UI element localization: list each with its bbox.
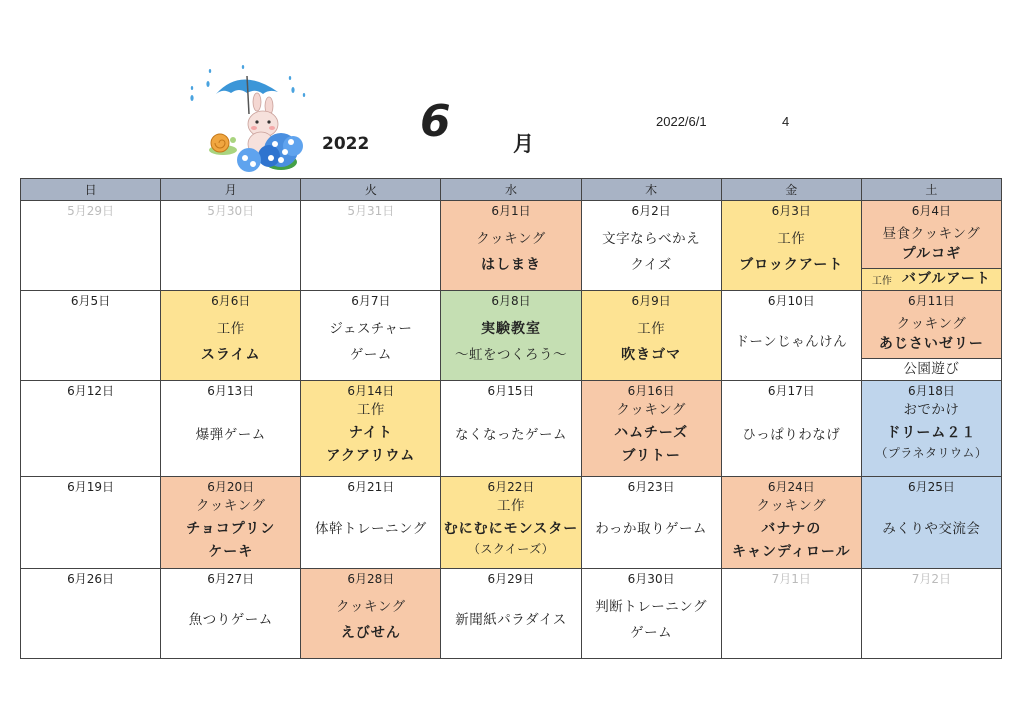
activity-title: ドリーム２１ (886, 425, 977, 441)
rabbit-umbrella-illustration (183, 62, 308, 180)
day-date: 6月19日 (67, 480, 115, 494)
activity-title: はしまき (480, 257, 541, 273)
day-date: 6月13日 (207, 384, 255, 398)
calendar-day-cell (721, 381, 861, 477)
calendar-day-cell (861, 381, 1001, 477)
calendar-day-cell (301, 201, 441, 291)
activity-text: 体幹トレーニング (314, 521, 427, 537)
calendar-day-cell (21, 381, 161, 477)
calendar-day-cell (861, 291, 1001, 381)
calendar-day-cell (301, 477, 441, 569)
day-date: 6月1日 (491, 204, 531, 218)
activity-title: ナイト (348, 425, 393, 441)
day-date: 6月21日 (347, 480, 395, 494)
activity-text: クイズ (630, 257, 672, 273)
secondary-activity-title: バブルアート (901, 271, 991, 287)
day-date: 6月4日 (911, 204, 952, 218)
day-date: 6月5日 (70, 294, 111, 308)
calendar-week-row (21, 201, 1002, 291)
calendar-week-row (21, 569, 1002, 659)
calendar-day-cell (441, 291, 581, 381)
calendar-day-cell (861, 477, 1001, 569)
calendar-day-cell (161, 381, 301, 477)
calendar-week-row (21, 477, 1002, 569)
activity-text: わっか取りゲーム (595, 521, 708, 537)
calendar-week-row (21, 381, 1002, 477)
activity-title: スライム (200, 347, 261, 363)
calendar-day-cell (441, 477, 581, 569)
day-date: 7月2日 (911, 572, 952, 586)
calendar-day-cell (581, 381, 721, 477)
activity-text: 魚つりゲーム (188, 612, 273, 628)
day-date: 6月26日 (67, 572, 115, 586)
weekday-header: 土 (861, 179, 1001, 201)
calendar-day-cell (721, 291, 861, 381)
activity-title: 実験教室 (480, 321, 541, 337)
activity-category: 工作 (871, 276, 892, 287)
calendar-month-label: 月 (513, 132, 534, 156)
weekday-header: 火 (301, 179, 441, 201)
day-date: 6月14日 (347, 384, 395, 398)
calendar-day-cell (21, 477, 161, 569)
calendar-day-cell (441, 201, 581, 291)
day-date: 5月30日 (207, 204, 255, 218)
day-date: 6月29日 (487, 572, 535, 586)
activity-title: プルコギ (901, 245, 962, 262)
calendar-year: 2022 (322, 134, 370, 154)
activity-title: あじさいゼリー (878, 335, 984, 352)
secondary-activity (862, 268, 1001, 290)
day-date: 6月18日 (907, 384, 955, 398)
activity-text: ゲーム (349, 347, 392, 363)
calendar-week-row (21, 291, 1002, 381)
day-date: 6月25日 (907, 480, 955, 494)
calendar-day-cell (581, 477, 721, 569)
activity-text: 工作 (356, 402, 385, 418)
activity-text: （スクイーズ） (467, 542, 555, 556)
day-date: 6月16日 (627, 384, 675, 398)
calendar-day-cell (861, 201, 1001, 291)
day-date: 6月8日 (491, 294, 531, 308)
activity-text: ～虹をつくろう～ (454, 347, 567, 363)
day-date: 7月1日 (771, 572, 811, 586)
hydrangea-icon (237, 133, 303, 172)
activity-text: 判断トレーニング (595, 599, 707, 615)
calendar-day-cell (301, 291, 441, 381)
issue-date: 2022/6/1 (656, 114, 707, 129)
activity-text: なくなったゲーム (454, 427, 567, 443)
activity-text: 工作 (216, 321, 245, 337)
calendar-day-cell (441, 381, 581, 477)
day-date: 6月6日 (211, 294, 251, 308)
day-date: 6月22日 (487, 480, 535, 494)
calendar-day-cell (721, 201, 861, 291)
day-date: 6月15日 (487, 384, 535, 398)
calendar-day-cell (161, 477, 301, 569)
activity-text: 工作 (777, 231, 806, 247)
calendar-day-cell (161, 569, 301, 659)
weekday-header: 水 (441, 179, 581, 201)
activity-title: ブロックアート (739, 257, 844, 273)
activity-title: ハムチーズ (614, 425, 689, 441)
activity-text: 工作 (637, 321, 666, 337)
activity-text: クッキング (896, 315, 967, 332)
day-date: 6月2日 (631, 204, 671, 218)
weekday-header-row (21, 179, 1002, 201)
day-date: 5月29日 (67, 204, 115, 218)
activity-text: ひっぱりわなげ (742, 427, 841, 443)
day-date: 6月17日 (767, 384, 815, 398)
calendar-day-cell (161, 201, 301, 291)
calendar-day-cell (581, 569, 721, 659)
calendar-day-cell (721, 569, 861, 659)
activity-title: ケーキ (208, 544, 254, 560)
calendar-day-cell (301, 381, 441, 477)
weekday-header: 木 (581, 179, 721, 201)
activity-text: 工作 (496, 498, 525, 514)
activity-title: バナナの (761, 521, 822, 537)
activity-text: クッキング (476, 231, 546, 247)
activity-text: （プラネタリウム） (875, 446, 988, 460)
day-date: 5月31日 (347, 204, 395, 218)
activity-text: クッキング (616, 402, 686, 418)
activity-title: キャンディロール (731, 544, 851, 560)
activity-text: クッキング (195, 498, 266, 514)
snail-icon (209, 134, 237, 155)
secondary-activity (862, 358, 1001, 380)
day-date: 6月7日 (351, 294, 391, 308)
day-date: 6月11日 (907, 294, 955, 308)
activity-title: アクアリウム (326, 448, 416, 464)
weekday-header: 日 (21, 179, 161, 201)
calendar-day-cell (581, 201, 721, 291)
calendar-day-cell (581, 291, 721, 381)
activity-title: 吹きゴマ (621, 347, 682, 363)
calendar-month-number: 6 (420, 96, 451, 147)
activity-text: クッキング (756, 498, 827, 514)
weekday-header: 月 (161, 179, 301, 201)
activity-title: えびせん (340, 625, 401, 641)
activity-text: 爆弾ゲーム (195, 427, 266, 443)
day-date: 6月9日 (631, 294, 671, 308)
monthly-calendar (20, 178, 1002, 659)
calendar-day-cell (861, 569, 1001, 659)
activity-text: 文字ならべかえ (602, 231, 701, 247)
day-date: 6月28日 (347, 572, 395, 586)
day-date: 6月23日 (627, 480, 675, 494)
activity-text: クッキング (336, 599, 406, 615)
day-date: 6月27日 (207, 572, 255, 586)
activity-text: ジェスチャー (329, 321, 413, 337)
activity-text: 新聞紙パラダイス (455, 612, 567, 628)
calendar-day-cell (721, 477, 861, 569)
calendar-day-cell (441, 569, 581, 659)
weekday-header: 金 (721, 179, 861, 201)
calendar-day-cell (21, 569, 161, 659)
secondary-activity-title: 公園遊び (903, 361, 960, 377)
activity-text: 昼食クッキング (882, 225, 981, 242)
activity-text: ゲーム (630, 625, 673, 641)
calendar-day-cell (21, 291, 161, 381)
activity-text: ドーンじゃんけん (735, 334, 848, 350)
activity-title: むにむにモンスター (443, 521, 579, 537)
activity-title: チョコプリン (186, 521, 276, 537)
activity-title: ブリトー (621, 448, 681, 464)
day-date: 6月20日 (207, 480, 255, 494)
day-date: 6月12日 (67, 384, 115, 398)
calendar-day-cell (21, 201, 161, 291)
day-date: 6月3日 (771, 204, 811, 218)
day-date: 6月24日 (767, 480, 815, 494)
activity-text: おでかけ (903, 402, 960, 418)
page-number: 4 (782, 114, 790, 129)
activity-text: みくりや交流会 (882, 521, 981, 537)
calendar-day-cell (301, 569, 441, 659)
calendar-day-cell (161, 291, 301, 381)
day-date: 6月10日 (767, 294, 815, 308)
day-date: 6月30日 (627, 572, 675, 586)
